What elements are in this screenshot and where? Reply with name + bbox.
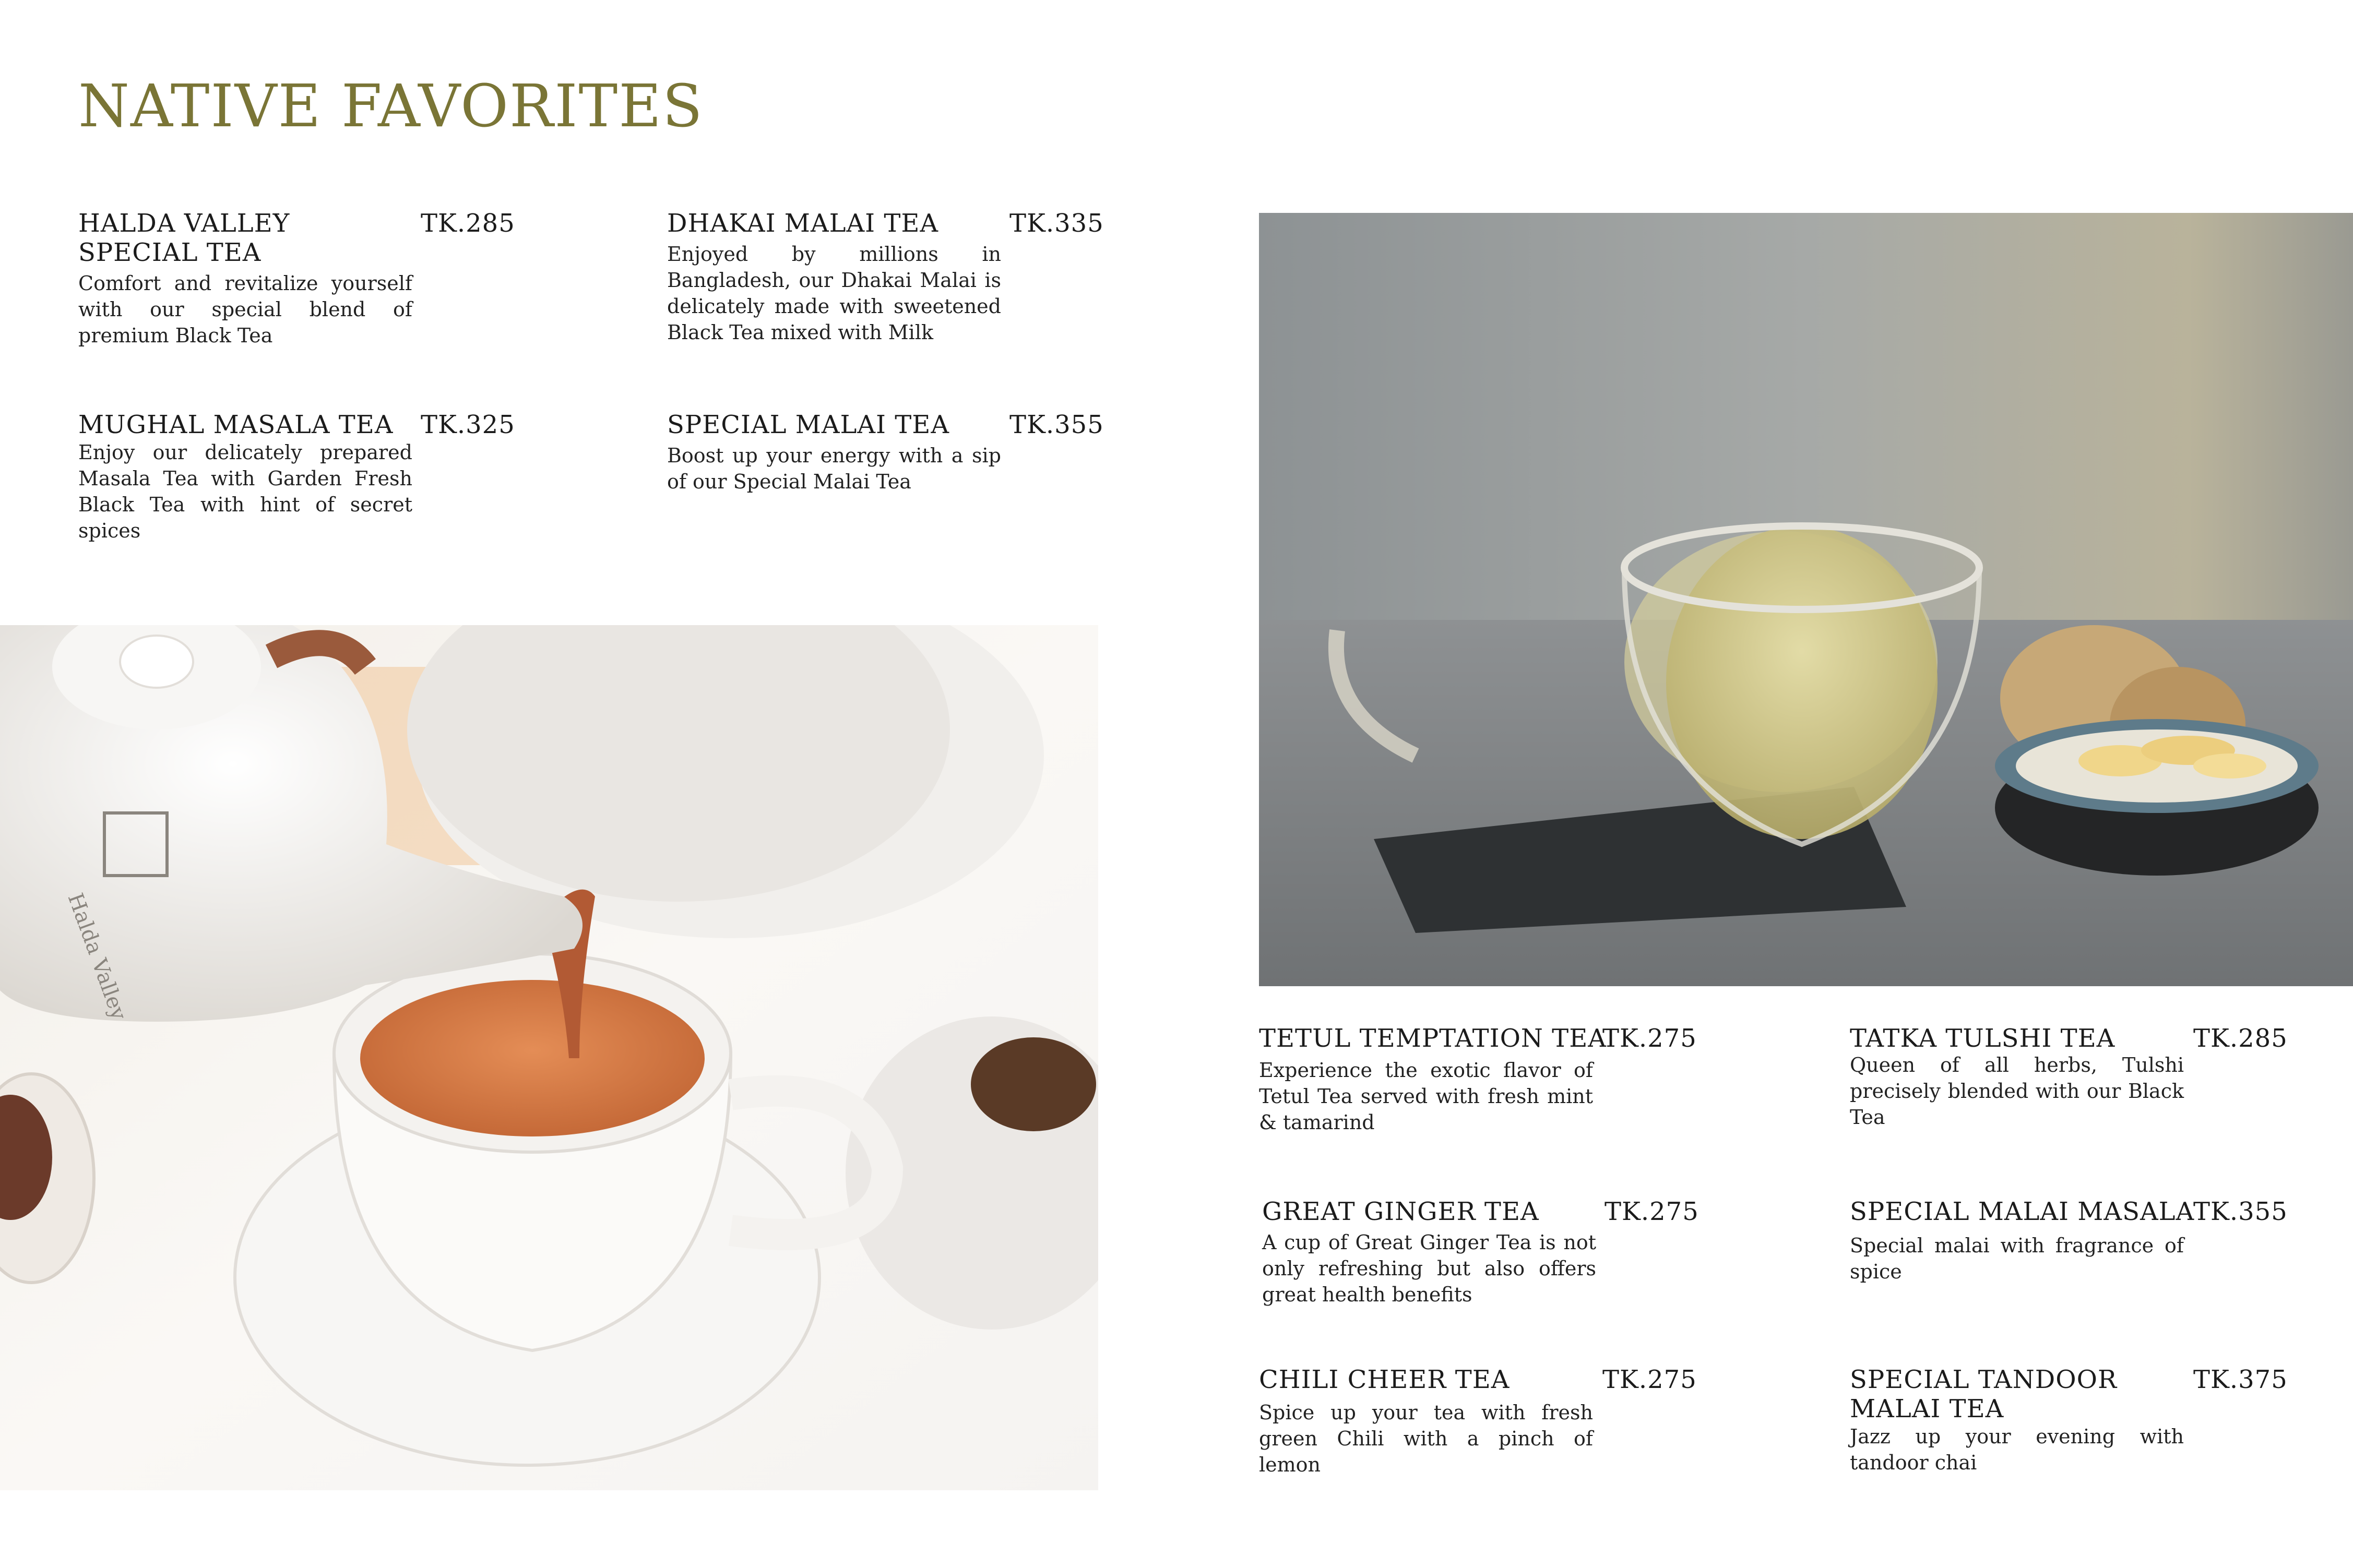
item-price: TK.335: [1009, 209, 1104, 238]
page-title: NATIVE FAVORITES: [78, 73, 704, 140]
item-description: Special malai with fragrance of spice: [1850, 1234, 2184, 1283]
item-description: Jazz up your evening with tandoor chai: [1850, 1425, 2184, 1474]
item-price: TK.275: [1605, 1197, 1699, 1226]
item-description: Enjoy our delicately prepared Masala Tea with Garden Fresh Black Tea with hint of secret spices: [78, 441, 412, 542]
item-description: Queen of all herbs, Tulshi precisely blended with our Black Tea: [1850, 1054, 2184, 1129]
item-description: Experience the exotic flavor of Tetul Tea served with fresh mint & tamarind: [1259, 1059, 1593, 1134]
item-price: TK.275: [1602, 1024, 1697, 1053]
item-name: SPECIAL MALAI TEA: [667, 410, 949, 439]
item-price: TK.275: [1602, 1365, 1697, 1394]
item-price: TK.285: [2193, 1024, 2288, 1053]
item-name: DHAKAI MALAI TEA: [667, 209, 939, 238]
item-price: TK.375: [2193, 1365, 2288, 1394]
ginger-tea-photo: [1259, 213, 2353, 986]
item-price: TK.325: [421, 410, 515, 439]
item-description: Comfort and revitalize yourself with our special blend of premium Black Tea: [78, 272, 412, 347]
item-price: TK.355: [2193, 1197, 2288, 1226]
item-description: A cup of Great Ginger Tea is not only refreshing but also offers great health benefits: [1262, 1231, 1596, 1306]
item-name: SPECIAL TANDOOR MALAI TEA: [1850, 1365, 2118, 1423]
item-description: Spice up your tea with fresh green Chili with a pinch of lemon: [1259, 1401, 1593, 1476]
item-description: Boost up your energy with a sip of our Special Malai Tea: [667, 444, 1001, 493]
item-name: MUGHAL MASALA TEA: [78, 410, 394, 439]
item-price: TK.355: [1009, 410, 1104, 439]
item-name: TATKA TULSHI TEA: [1850, 1024, 2116, 1053]
item-name: CHILI CHEER TEA: [1259, 1365, 1510, 1394]
svg-text:Halda Valley: Halda Valley: [63, 890, 131, 1023]
item-description: Enjoyed by millions in Bangladesh, our Dhakai Malai is delicately made with sweetened Black Tea mixed with Milk: [667, 243, 1001, 344]
item-name: GREAT GINGER TEA: [1262, 1197, 1539, 1226]
item-price: TK.285: [421, 209, 515, 238]
item-name: SPECIAL MALAI MASALA: [1850, 1197, 2195, 1226]
milk-tea-pour-photo: [0, 625, 1098, 1490]
item-name: TETUL TEMPTATION TEA: [1259, 1024, 1607, 1053]
item-name: HALDA VALLEY SPECIAL TEA: [78, 209, 290, 267]
